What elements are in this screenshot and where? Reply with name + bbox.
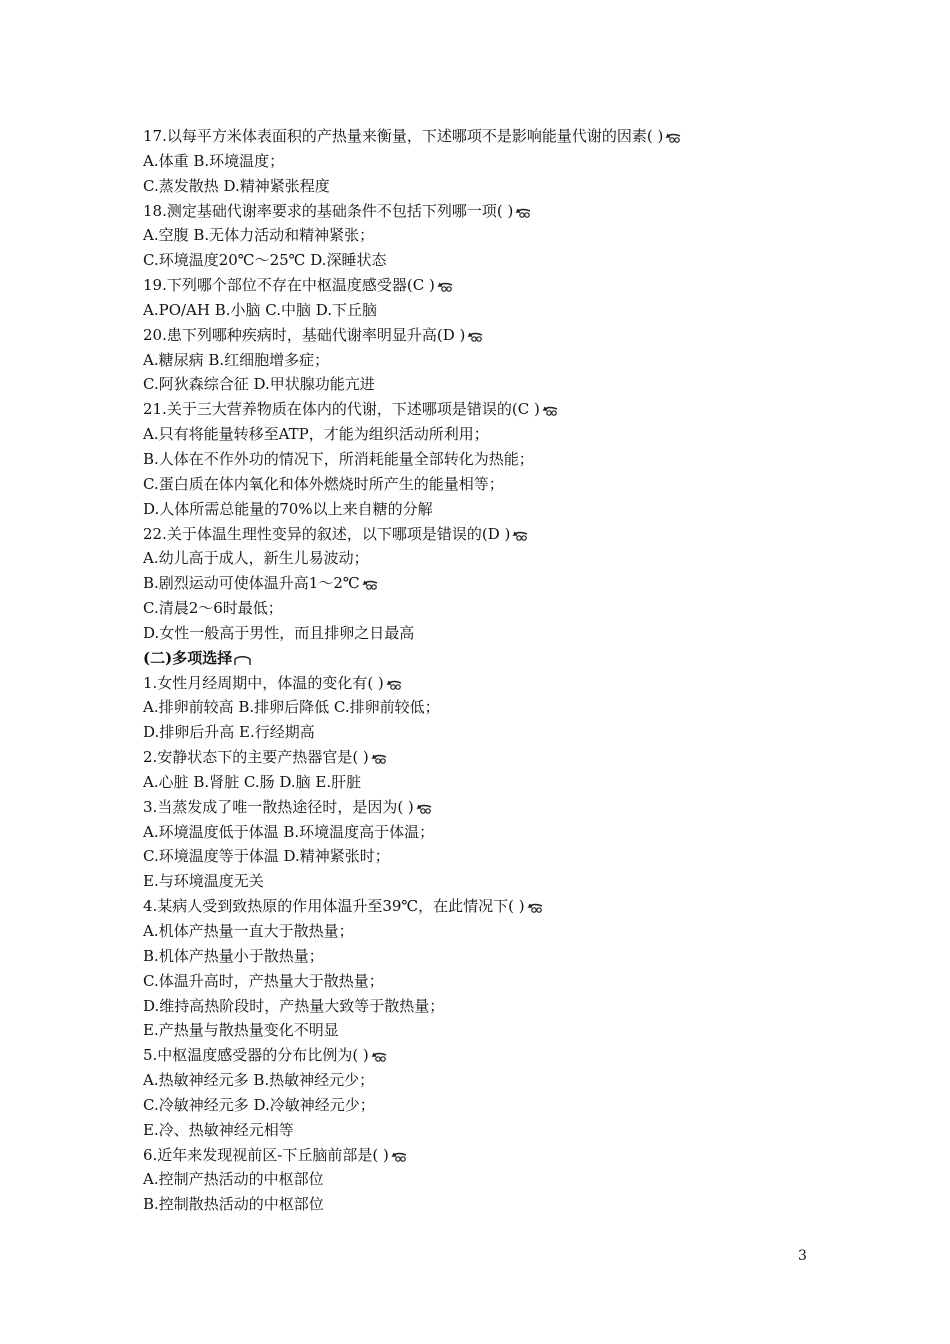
text-line bbox=[143, 1167, 863, 1192]
paragraph-return-icon bbox=[542, 406, 559, 417]
line-text: C.环境温度20℃～25℃ D.深睡状态 bbox=[143, 251, 387, 270]
text-line bbox=[143, 745, 863, 770]
line-text: C.蒸发散热 D.精神紧张程度 bbox=[143, 176, 330, 195]
text-line bbox=[143, 397, 863, 422]
page-number: 3 bbox=[798, 1248, 807, 1264]
line-text: 5.中枢温度感受器的分布比例为( ) bbox=[143, 1046, 369, 1065]
text-line bbox=[143, 546, 863, 571]
text-line bbox=[143, 199, 863, 224]
line-text: C.环境温度等于体温 D.精神紧张时； bbox=[143, 847, 390, 866]
paragraph-return-icon bbox=[371, 754, 388, 765]
question-list bbox=[143, 124, 863, 1217]
text-line bbox=[143, 671, 863, 696]
text-line bbox=[143, 820, 863, 845]
line-text: A.体重 B.环境温度； bbox=[143, 151, 285, 170]
text-line bbox=[143, 894, 863, 919]
line-text: A.PO/AH B.小脑 C.中脑 D.下丘脑 bbox=[143, 300, 378, 319]
line-text: A.机体产热量一直大于散热量； bbox=[143, 922, 354, 940]
text-line bbox=[143, 174, 863, 199]
paragraph-return-icon bbox=[371, 1052, 388, 1063]
text-line bbox=[143, 969, 863, 994]
line-text: C.冷敏神经元多 D.冷敏神经元少； bbox=[143, 1095, 375, 1114]
text-line bbox=[143, 372, 863, 397]
line-text: 18.测定基础代谢率要求的基础条件不包括下列哪一项( ) bbox=[143, 201, 514, 220]
text-line bbox=[143, 447, 863, 472]
paragraph-return-icon bbox=[391, 1152, 408, 1163]
line-text: 1.女性月经周期中，体温的变化有( ) bbox=[143, 673, 384, 692]
line-text: A.空腹 B.无体力活动和精神紧张； bbox=[143, 226, 375, 245]
line-text: D.排卵后升高 E.行经期高 bbox=[143, 723, 315, 742]
paragraph-return-icon bbox=[362, 580, 379, 591]
line-text: A.环境温度低于体温 B.环境温度高于体温； bbox=[143, 822, 435, 841]
line-text: 6.近年来发现视前区-下丘脑前部是( ) bbox=[143, 1145, 389, 1164]
paragraph-return-icon bbox=[437, 282, 454, 293]
line-text: B.控制散热活动的中枢部位 bbox=[143, 1195, 324, 1214]
text-line bbox=[143, 919, 863, 944]
paragraph-return-icon bbox=[512, 531, 529, 542]
text-line bbox=[143, 1018, 863, 1043]
text-line bbox=[143, 323, 863, 348]
text-line bbox=[143, 273, 863, 298]
text-line bbox=[143, 522, 863, 547]
line-text: A.只有将能量转移至ATP，才能为组织活动所利用； bbox=[143, 425, 489, 444]
text-line bbox=[143, 223, 863, 248]
text-line bbox=[143, 795, 863, 820]
line-text: A.糖尿病 B.红细胞增多症； bbox=[143, 350, 330, 369]
line-text: 20.患下列哪种疾病时，基础代谢率明显升高(D ) bbox=[143, 325, 466, 344]
line-text: A.热敏神经元多 B.热敏神经元少； bbox=[143, 1071, 375, 1090]
line-text: E.与环境温度无关 bbox=[143, 872, 264, 891]
paragraph-return-icon bbox=[416, 804, 433, 815]
paragraph-return-icon bbox=[467, 332, 484, 343]
line-text: E.冷、热敏神经元相等 bbox=[143, 1120, 294, 1139]
paragraph-return-icon bbox=[527, 903, 544, 914]
text-line bbox=[143, 994, 863, 1019]
text-line bbox=[143, 571, 863, 596]
line-text: A.幼儿高于成人，新生儿易波动； bbox=[143, 549, 369, 568]
text-line bbox=[143, 944, 863, 969]
paragraph-return-icon bbox=[515, 208, 532, 219]
line-text: 21.关于三大营养物质在体内的代谢，下述哪项是错误的(C ) bbox=[143, 400, 540, 419]
text-line bbox=[143, 472, 863, 497]
line-text: 22.关于体温生理性变异的叙述，以下哪项是错误的(D ) bbox=[143, 524, 511, 543]
line-text: C.蛋白质在体内氧化和体外燃烧时所产生的能量相等； bbox=[143, 474, 504, 493]
text-line bbox=[143, 248, 863, 273]
line-text: D.维持高热阶段时，产热量大致等于散热量； bbox=[143, 996, 445, 1015]
text-line bbox=[143, 621, 863, 646]
text-line bbox=[143, 695, 863, 720]
text-line bbox=[143, 348, 863, 373]
line-text: 4.某病人受到致热原的作用体温升至39℃，在此情况下( ) bbox=[143, 897, 525, 916]
line-text: C.阿狄森综合征 D.甲状腺功能亢进 bbox=[143, 375, 375, 394]
text-line bbox=[143, 1043, 863, 1068]
line-text: A.排卵前较高 B.排卵后降低 C.排卵前较低； bbox=[143, 698, 440, 717]
text-line bbox=[143, 1068, 863, 1093]
text-line bbox=[143, 1143, 863, 1168]
line-text: D.女性一般高于男性，而且排卵之日最高 bbox=[143, 623, 415, 642]
text-line bbox=[143, 720, 863, 745]
text-line bbox=[143, 770, 863, 795]
text-line bbox=[143, 149, 863, 174]
paragraph-return-icon bbox=[665, 133, 682, 144]
line-text: B.剧烈运动可使体温升高1～2℃ bbox=[143, 574, 360, 593]
text-line bbox=[143, 596, 863, 621]
text-line bbox=[143, 869, 863, 894]
text-line bbox=[143, 1093, 863, 1118]
text-line bbox=[143, 1192, 863, 1217]
line-text: A.心脏 B.肾脏 C.肠 D.脑 E.肝脏 bbox=[143, 772, 362, 791]
line-text: 19.下列哪个部位不存在中枢温度感受器(C ) bbox=[143, 276, 435, 295]
text-line bbox=[143, 298, 863, 323]
text-line bbox=[143, 124, 863, 149]
line-text: 17.以每平方米体表面积的产热量来衡量，下述哪项不是影响能量代谢的因素( ) bbox=[143, 127, 664, 145]
line-text: 3.当蒸发成了唯一散热途径时，是因为( ) bbox=[143, 797, 414, 816]
paragraph-return-icon bbox=[386, 680, 403, 691]
line-text: B.机体产热量小于散热量； bbox=[143, 946, 324, 965]
line-text: C.清晨2～6时最低； bbox=[143, 599, 283, 618]
line-text: D.人体所需总能量的70%以上来自糖的分解 bbox=[143, 499, 433, 518]
section-heading bbox=[143, 646, 863, 671]
section-break-icon bbox=[234, 655, 251, 666]
line-text: B.人体在不作外功的情况下，所消耗能量全部转化为热能； bbox=[143, 449, 534, 468]
line-text: C.体温升高时，产热量大于散热量； bbox=[143, 971, 384, 990]
text-line bbox=[143, 422, 863, 447]
line-text: A.控制产热活动的中枢部位 bbox=[143, 1170, 324, 1189]
line-text: (二)多项选择 bbox=[143, 648, 233, 667]
line-text: 2.安静状态下的主要产热器官是( ) bbox=[143, 748, 369, 767]
text-line bbox=[143, 1118, 863, 1143]
text-line bbox=[143, 497, 863, 522]
line-text: E.产热量与散热量变化不明显 bbox=[143, 1021, 339, 1040]
text-line bbox=[143, 844, 863, 869]
